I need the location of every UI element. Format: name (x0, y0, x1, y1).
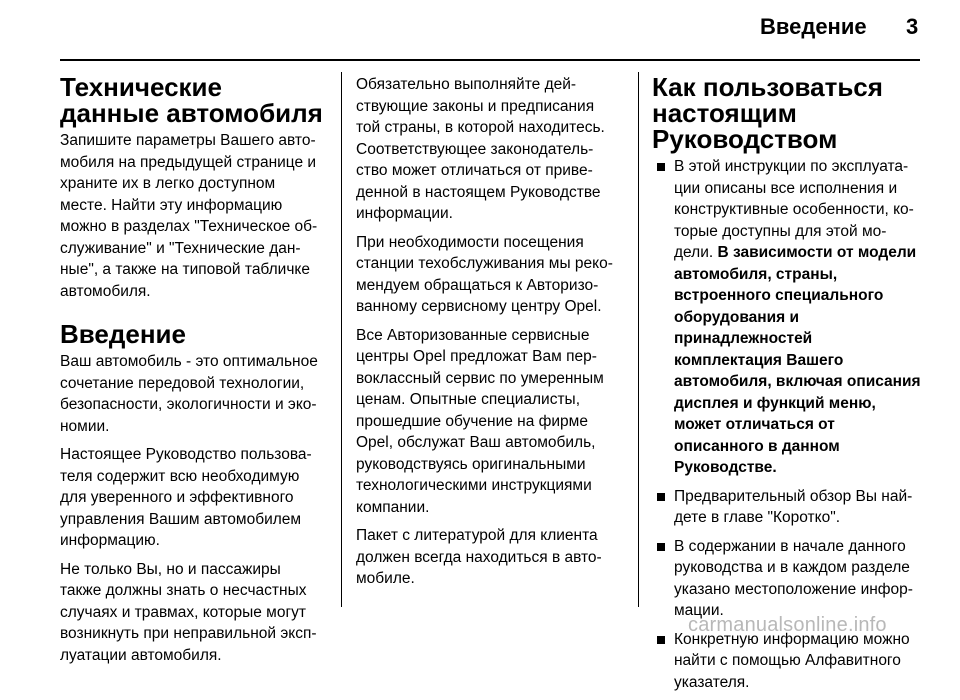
bullet-list (652, 156, 922, 693)
paragraph: Ваш автомобиль - это оптимальное сочетание передовой технологии, безопасности, экологичности и эко-номии. (60, 353, 318, 435)
paragraph: Обязательно выполняйте дей-ствующие законы и предписания той страны, в которой находитесь. Соответствующее законодатель-ство может отличаться от приве-денной в настоящем Руководстве информации. (356, 76, 605, 222)
paragraph: Настоящее Руководство пользова-теля содержит всю необходимую для уверенного и эффективного управления Вашим автомобилем информацию. (60, 446, 312, 549)
list-item-text: В этой инструкции по эксплуата-ции описаны все исполнения и конструктивные особенности, ко-торые доступны для этой мо-дели. (674, 158, 914, 261)
list-item: Предварительный обзор Вы най-дете в главе "Коротко". (652, 486, 922, 529)
list-item: Конкретную информацию можно найти с помощью Алфавитного указателя. (652, 629, 922, 694)
page-number: 3 (906, 14, 919, 39)
column-1 (60, 74, 325, 673)
section-title: Введение (760, 14, 867, 39)
list-item (652, 156, 922, 479)
column-divider-1 (341, 72, 342, 607)
paragraph: При необходимости посещения станции техобслуживания мы реко-мендуем обращаться к Авторизо-ванному сервисному центру Opel. (356, 233, 613, 315)
paragraph: Все Авторизованные сервисные центры Opel предложат Вам пер-воклассный сервис по умеренным ценам. Опытные специалисты, прошедшие обучение на фирме Opel, обслужат Ваш автомобиль, руководствуясь оригинальными технологическими инструкциями компании. (356, 326, 604, 516)
watermark: carmanualsonline.info (688, 614, 887, 636)
header-rule (60, 59, 920, 61)
paragraph: Запишите параметры Вашего авто-мобиля на предыдущей странице и храните их в легко доступном месте. Найти эту информацию можно в разделах "Техническое об-служивание" и "Технические дан-ные", а также на типовой табличке автомобиля. (60, 132, 318, 300)
column-3 (652, 74, 922, 700)
paragraph: Пакет с литературой для клиента должен всегда находиться в авто-мобиле. (356, 527, 602, 587)
list-item: В содержании в начале данного руководства и в каждом разделе указано местоположение инфор-мации. (652, 536, 922, 622)
paragraph: Не только Вы, но и пассажиры также должны знать о несчастных случаях и травмах, которые могут возникнуть при неправильной эксп-луатации автомобиля. (60, 560, 317, 664)
column-divider-2 (638, 72, 639, 607)
heading-technical-data: Технические данные автомобиля (60, 72, 323, 128)
column-2 (356, 74, 621, 597)
list-item-bold-text: В зависимости от модели автомобиля, страны, встроенного специального оборудования и принадлежностей комплектация Вашего автомобиля, включая описания дисплея и функций меню, может отличаться от описанного в данном Руководстве. (674, 244, 921, 476)
heading-how-to-use: Как пользоваться настоящим Руководством (652, 72, 883, 154)
heading-introduction: Введение (60, 319, 186, 349)
page-header (0, 0, 960, 60)
